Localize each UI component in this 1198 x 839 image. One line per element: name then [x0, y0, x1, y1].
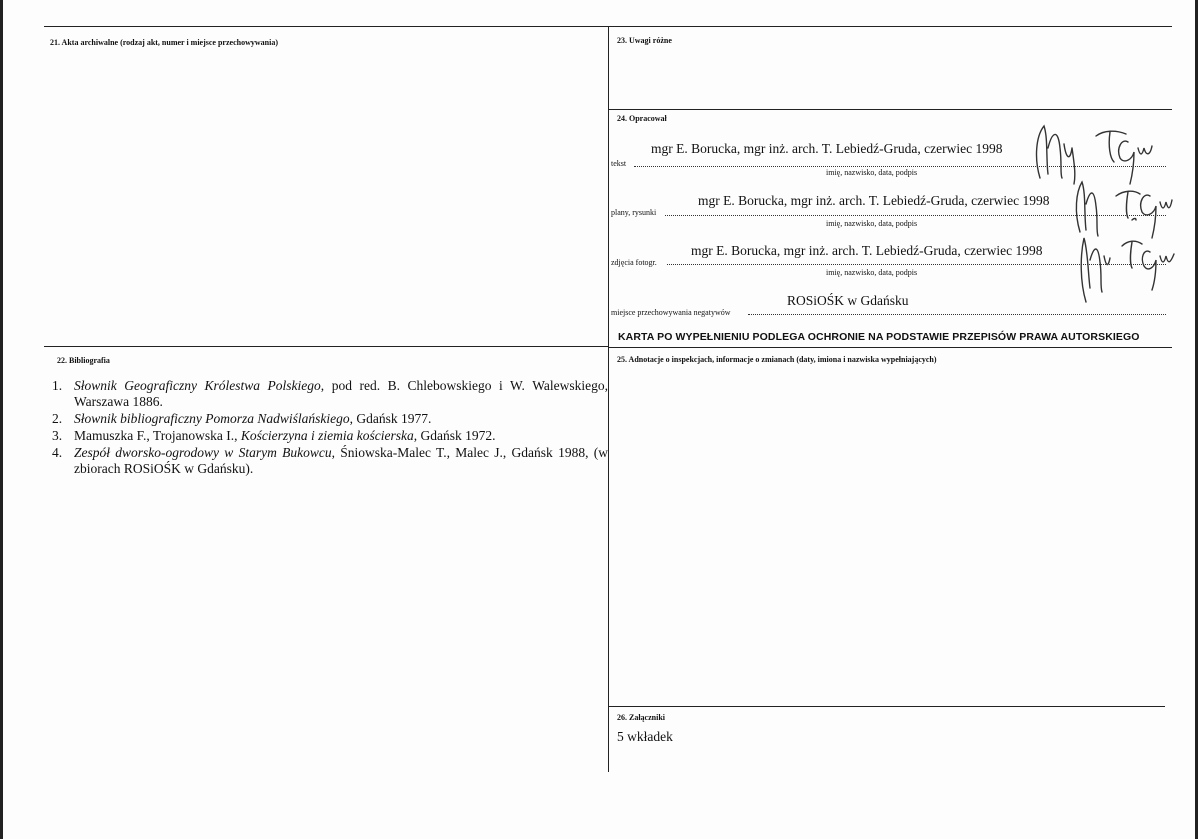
rule-21-22 [44, 346, 608, 347]
bibliography-item [52, 428, 608, 444]
signature-3 [1062, 226, 1182, 306]
item-number: 1. [52, 378, 63, 393]
item-number: 2. [52, 411, 63, 426]
item-number: 4. [52, 445, 63, 460]
item-authors: Mamuszka F., Trojanowska I., [74, 428, 241, 443]
bibliography-item [52, 445, 608, 477]
section-22-label: 22. Bibliografia [57, 356, 110, 365]
negatives-dotted-line [748, 314, 1166, 315]
item-number: 3. [52, 428, 63, 443]
rule-24-25 [609, 347, 1172, 348]
center-divider [608, 26, 609, 772]
text-author-value: mgr E. Borucka, mgr inż. arch. T. Lebiedź-Gruda, czerwiec 1998 [651, 141, 1003, 156]
item-title: Kościerzyna i ziemia kościerska [240, 428, 414, 443]
item-title: Słownik Geograficzny Królestwa Polskiego [74, 378, 321, 393]
item-title: Zespół dworsko-ogrodowy w Starym Bukowcu [74, 445, 332, 460]
rule-25-26 [609, 706, 1165, 707]
item-details: , Śniowska-Malec T., Malec J., Gdańsk 1988, (w zbiorach ROSiOŚK w Gdańsku). [74, 445, 608, 476]
plans-field-hint: imię, nazwisko, data, podpis [826, 219, 918, 228]
item-title: Słownik bibliograficzny Pomorza Nadwiślańskiego [74, 411, 350, 426]
copyright-notice: KARTA PO WYPEŁNIENIU PODLEGA OCHRONIE NA PODSTAWIE PRZEPISÓW PRAWA AUTORSKIEGO [618, 331, 1140, 343]
section-23-label: 23. Uwagi różne [617, 36, 672, 45]
text-field-label: tekst [611, 159, 627, 168]
section-24-label: 24. Opracował [617, 114, 667, 123]
attachments-value: 5 wkładek [617, 729, 673, 744]
item-details: , pod red. B. Chlebowskiego i W. Walewskiego, Warszawa 1886. [74, 378, 608, 409]
item-details: , Gdańsk 1972. [413, 428, 496, 443]
rule-23-24 [609, 109, 1172, 110]
section-26-label: 26. Załączniki [617, 713, 666, 722]
bibliography-item [52, 411, 608, 427]
negatives-label: miejsce przechowywania negatywów [611, 308, 731, 317]
photos-field-hint: imię, nazwisko, data, podpis [826, 268, 918, 277]
text-field-hint: imię, nazwisko, data, podpis [826, 168, 918, 177]
negatives-value: ROSiOŚK w Gdańsku [787, 293, 909, 308]
section-25-label: 25. Adnotacje o inspekcjach, informacje o zmianach (daty, imiona i nazwiska wypełniających) [617, 355, 937, 364]
plans-author-value: mgr E. Borucka, mgr inż. arch. T. Lebiedź-Gruda, czerwiec 1998 [698, 193, 1050, 208]
item-details: , Gdańsk 1977. [349, 411, 432, 426]
left-edge [0, 0, 3, 839]
section-21-label: 21. Akta archiwalne (rodzaj akt, numer i miejsce przechowywania) [50, 38, 278, 47]
bibliography-list [52, 378, 608, 478]
plans-field-label: plany, rysunki [611, 208, 657, 217]
bibliography-item [52, 378, 608, 410]
photos-author-value: mgr E. Borucka, mgr inż. arch. T. Lebiedź-Gruda, czerwiec 1998 [691, 243, 1043, 258]
photos-field-label: zdjęcia fotogr. [611, 258, 657, 267]
